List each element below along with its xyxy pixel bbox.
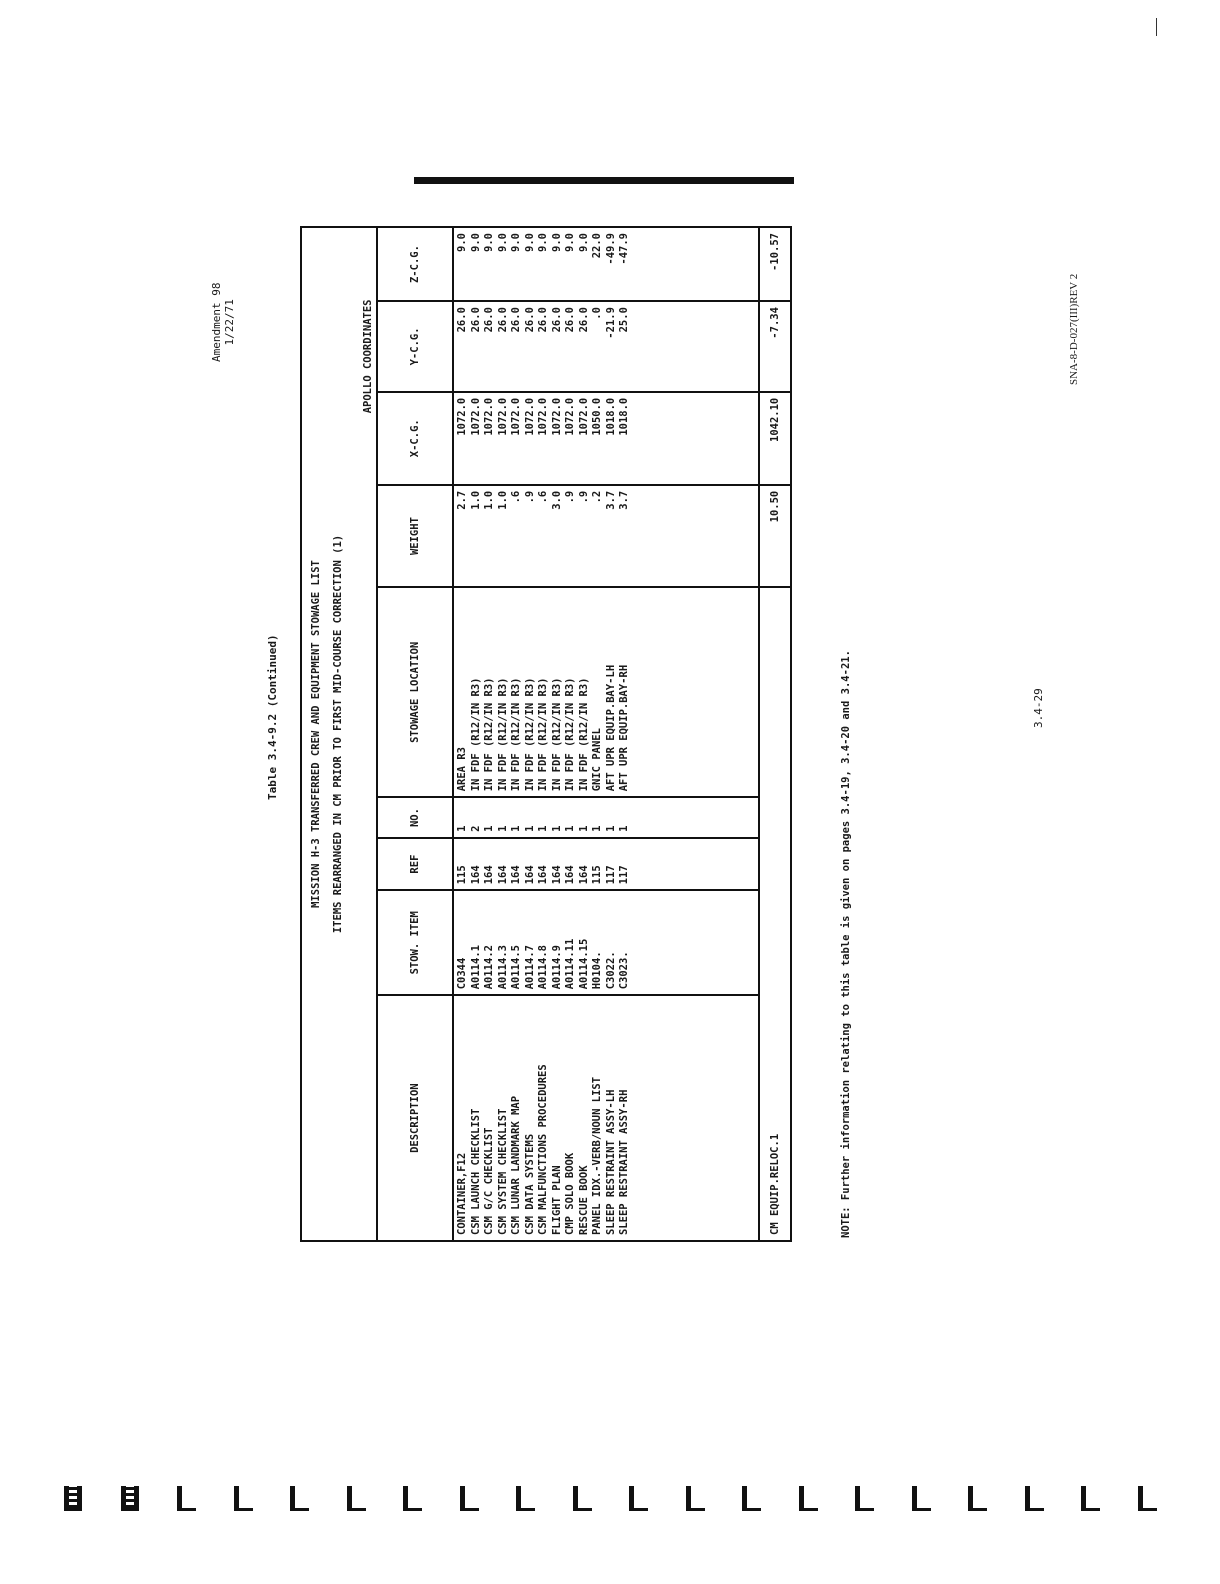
cell-description: CSM LUNAR LANDMARK MAP xyxy=(510,1095,522,1235)
cell-description: CSM DATA SYSTEMS xyxy=(523,1133,536,1235)
registration-mark xyxy=(460,1486,479,1511)
cell-ref: 117 xyxy=(604,865,617,885)
cell-no: 1 xyxy=(523,825,536,832)
cell-x-cg: 1050.0 xyxy=(591,397,603,436)
cell-x-cg: 1072.0 xyxy=(496,397,509,436)
cell-y-cg: 26.0 xyxy=(496,307,509,333)
cell-stow-item: A0114.7 xyxy=(523,945,536,990)
cell-ref: 164 xyxy=(510,865,522,885)
cell-no: 1 xyxy=(537,825,549,832)
cell-description: CSM SYSTEM CHECKLIST xyxy=(496,1108,509,1235)
cell-z-cg: 9.0 xyxy=(456,233,468,252)
column-header-x-cg: X-C.G. xyxy=(377,392,453,485)
column-header-description: DESCRIPTION xyxy=(377,995,453,1241)
film-registration-marks xyxy=(0,1480,1220,1520)
cell-x-cg: 1072.0 xyxy=(483,397,495,436)
column-header-stowage-location: STOWAGE LOCATION xyxy=(377,587,453,797)
cell-z-cg: 9.0 xyxy=(550,233,563,252)
cell-description: RESCUE BOOK xyxy=(577,1165,590,1235)
cell-no: 2 xyxy=(469,825,482,832)
registration-mark xyxy=(64,1486,82,1511)
cell-weight: 2.7 xyxy=(456,490,468,510)
cell-no: 1 xyxy=(456,825,468,832)
cell-weight: 1.0 xyxy=(469,490,482,510)
column-x-cg xyxy=(453,392,759,485)
table-note: NOTE: Further information relating to this table is given on pages 3.4-19, 3.4-20 and 3.4-21. xyxy=(840,650,852,1238)
cell-stowage-location: AREA R3 xyxy=(456,747,468,792)
cell-stowage-location: IN FDF (R12/IN R3) xyxy=(550,677,563,792)
cell-z-cg: 22.0 xyxy=(591,233,603,259)
cell-stow-item: A0114.11 xyxy=(564,938,576,990)
cell-z-cg: 9.0 xyxy=(469,233,482,252)
registration-mark xyxy=(629,1486,648,1511)
registration-mark xyxy=(1138,1486,1157,1511)
amendment-stamp: Amendment 98 1/22/71 xyxy=(210,282,236,362)
cell-description: PANEL IDX.-VERB/NOUN LIST xyxy=(591,1076,603,1235)
cell-stow-item: A0114.1 xyxy=(469,945,482,990)
cell-stowage-location: AFT UPR EQUIP.BAY-RH xyxy=(618,664,630,792)
total-label: CM EQUIP.RELOC.1 xyxy=(759,587,791,1241)
cell-weight: .9 xyxy=(564,490,576,504)
cell-stowage-location: IN FDF (R12/IN R3) xyxy=(564,677,576,792)
column-header-y-cg: Y-C.G. xyxy=(377,301,453,392)
cell-y-cg: .0 xyxy=(591,307,603,320)
cell-stowage-location: IN FDF (R12/IN R3) xyxy=(496,677,509,792)
cell-stow-item: C3022. xyxy=(604,951,617,990)
table-title: MISSION H-3 TRANSFERRED CREW AND EQUIPMENT STOWAGE LIST xyxy=(301,227,330,1241)
cell-ref: 164 xyxy=(537,865,549,885)
stowage-table-container xyxy=(300,226,792,1242)
column-weight xyxy=(453,485,759,588)
cell-description: CONTAINER,F12 xyxy=(456,1152,468,1235)
coordinates-group-header: APOLLO COORDINATES xyxy=(355,227,377,485)
cell-stowage-location: IN FDF (R12/IN R3) xyxy=(523,677,536,792)
cell-y-cg: 25.0 xyxy=(618,307,630,333)
cell-x-cg: 1072.0 xyxy=(537,397,549,436)
cell-x-cg: 1072.0 xyxy=(469,397,482,436)
column-ref xyxy=(453,838,759,890)
cell-x-cg: 1072.0 xyxy=(550,397,563,436)
cell-x-cg: 1072.0 xyxy=(564,397,576,436)
total-row xyxy=(759,227,791,1241)
cell-weight: 3.7 xyxy=(604,490,617,510)
cell-stowage-location: IN FDF (R12/IN R3) xyxy=(537,677,549,792)
cell-description: CSM G/C CHECKLIST xyxy=(483,1127,495,1235)
cell-x-cg: 1072.0 xyxy=(577,397,590,436)
cell-x-cg: 1018.0 xyxy=(604,397,617,436)
cell-y-cg: 26.0 xyxy=(537,307,549,333)
cell-no: 1 xyxy=(604,825,617,832)
header-rule xyxy=(414,177,794,184)
registration-mark xyxy=(177,1486,196,1511)
registration-mark xyxy=(968,1486,987,1511)
registration-mark xyxy=(516,1486,535,1511)
cell-weight: .6 xyxy=(537,490,549,504)
total-weight: 10.50 xyxy=(759,485,791,588)
cell-z-cg: 9.0 xyxy=(510,233,522,252)
cell-z-cg: -49.9 xyxy=(604,233,617,265)
column-header-ref: REF xyxy=(377,838,453,890)
column-header-z-cg: Z-C.G. xyxy=(377,227,453,301)
cell-z-cg: 9.0 xyxy=(564,233,576,252)
document-number: SNA-8-D-027(III)REV 2 xyxy=(1068,273,1080,385)
cell-ref: 164 xyxy=(577,865,590,885)
cell-weight: 1.0 xyxy=(483,490,495,510)
total-y-cg: -7.34 xyxy=(759,301,791,392)
column-description xyxy=(453,995,759,1241)
cell-weight: 1.0 xyxy=(496,490,509,510)
cell-stow-item: A0114.9 xyxy=(550,945,563,990)
cell-ref: 164 xyxy=(550,865,563,885)
cell-no: 1 xyxy=(496,825,509,832)
column-header-weight: WEIGHT xyxy=(377,485,453,588)
registration-mark xyxy=(742,1486,761,1511)
total-x-cg: 1042.10 xyxy=(759,392,791,485)
cell-stowage-location: AFT UPR EQUIP.BAY-LH xyxy=(604,664,617,792)
cell-ref: 164 xyxy=(483,865,495,885)
cell-y-cg: 26.0 xyxy=(523,307,536,333)
total-z-cg: -10.57 xyxy=(759,227,791,301)
registration-mark xyxy=(573,1486,592,1511)
cell-x-cg: 1072.0 xyxy=(456,397,468,436)
cell-z-cg: 9.0 xyxy=(523,233,536,252)
column-stowage-location xyxy=(453,587,759,797)
column-y-cg xyxy=(453,301,759,392)
cell-ref: 164 xyxy=(496,865,509,885)
cell-stow-item: C3023. xyxy=(618,951,630,990)
cell-ref: 164 xyxy=(564,865,576,885)
cell-x-cg: 1072.0 xyxy=(510,397,522,436)
cell-z-cg: 9.0 xyxy=(537,233,549,252)
cell-ref: 115 xyxy=(456,865,468,885)
scan-mark xyxy=(1156,18,1157,36)
cell-description: CMP SOLO BOOK xyxy=(564,1152,576,1235)
registration-mark xyxy=(686,1486,705,1511)
cell-y-cg: -21.9 xyxy=(604,307,617,339)
registration-mark xyxy=(855,1486,874,1511)
cell-weight: .9 xyxy=(523,490,536,504)
cell-no: 1 xyxy=(550,825,563,832)
cell-z-cg: 9.0 xyxy=(577,233,590,252)
cell-weight: 3.0 xyxy=(550,490,563,510)
cell-y-cg: 26.0 xyxy=(550,307,563,333)
cell-no: 1 xyxy=(591,825,603,832)
cell-stow-item: A0114.2 xyxy=(483,945,495,990)
page-number: 3.4-29 xyxy=(1032,688,1045,728)
cell-stow-item: A0114.5 xyxy=(510,945,522,990)
cell-stowage-location: IN FDF (R12/IN R3) xyxy=(577,677,590,792)
column-no xyxy=(453,797,759,838)
table-body xyxy=(453,227,759,1241)
cell-z-cg: 9.0 xyxy=(496,233,509,252)
cell-no: 1 xyxy=(510,825,522,832)
cell-stowage-location: IN FDF (R12/IN R3) xyxy=(483,677,495,792)
column-header-no: NO. xyxy=(377,797,453,838)
registration-mark xyxy=(234,1486,253,1511)
cell-y-cg: 26.0 xyxy=(564,307,576,333)
cell-stow-item: A0114.3 xyxy=(496,945,509,990)
cell-description: FLIGHT PLAN xyxy=(550,1165,563,1235)
cell-x-cg: 1018.0 xyxy=(618,397,630,436)
cell-stow-item: H0104. xyxy=(591,951,603,990)
cell-description: SLEEP RESTRAINT ASSY-LH xyxy=(604,1089,617,1235)
registration-mark xyxy=(799,1486,818,1511)
cell-description: CSM MALFUNCTIONS PROCEDURES xyxy=(537,1064,549,1235)
registration-mark xyxy=(912,1486,931,1511)
cell-weight: .6 xyxy=(510,490,522,504)
cell-no: 1 xyxy=(564,825,576,832)
registration-mark xyxy=(1025,1486,1044,1511)
cell-z-cg: 9.0 xyxy=(483,233,495,252)
registration-mark xyxy=(121,1486,139,1511)
cell-stow-item: A0114.15 xyxy=(577,938,590,990)
column-stow-item xyxy=(453,890,759,995)
cell-z-cg: -47.9 xyxy=(618,233,630,265)
cell-x-cg: 1072.0 xyxy=(523,397,536,436)
registration-mark xyxy=(403,1486,422,1511)
cell-weight: .2 xyxy=(591,490,603,504)
cell-stow-item: A0114.8 xyxy=(537,945,549,990)
column-header-row xyxy=(377,227,453,1241)
cell-ref: 164 xyxy=(523,865,536,885)
registration-mark xyxy=(1081,1486,1100,1511)
cell-stow-item: C0344 xyxy=(456,957,468,990)
cell-weight: 3.7 xyxy=(618,490,630,510)
cell-ref: 164 xyxy=(469,865,482,885)
cell-no: 1 xyxy=(483,825,495,832)
registration-mark xyxy=(290,1486,309,1511)
cell-y-cg: 26.0 xyxy=(483,307,495,333)
table-caption: Table 3.4-9.2 (Continued) xyxy=(266,634,279,800)
cell-stowage-location: GNIC PANEL xyxy=(591,728,603,792)
cell-stowage-location: IN FDF (R12/IN R3) xyxy=(469,677,482,792)
cell-ref: 115 xyxy=(591,865,603,885)
cell-y-cg: 26.0 xyxy=(577,307,590,333)
registration-mark xyxy=(347,1486,366,1511)
cell-y-cg: 26.0 xyxy=(510,307,522,333)
cell-y-cg: 26.0 xyxy=(456,307,468,333)
table-subtitle: ITEMS REARRANGED IN CM PRIOR TO FIRST MID-COURSE CORRECTION (1) xyxy=(330,227,355,1241)
column-header-stow-item: STOW. ITEM xyxy=(377,890,453,995)
cell-stowage-location: IN FDF (R12/IN R3) xyxy=(510,677,522,792)
cell-y-cg: 26.0 xyxy=(469,307,482,333)
column-z-cg xyxy=(453,227,759,301)
stowage-table xyxy=(300,226,792,1242)
cell-no: 1 xyxy=(577,825,590,832)
cell-description: SLEEP RESTRAINT ASSY-RH xyxy=(618,1089,630,1235)
cell-ref: 117 xyxy=(618,865,630,885)
cell-no: 1 xyxy=(618,825,630,832)
cell-description: CSM LAUNCH CHECKLIST xyxy=(469,1108,482,1235)
cell-weight: .9 xyxy=(577,490,590,504)
